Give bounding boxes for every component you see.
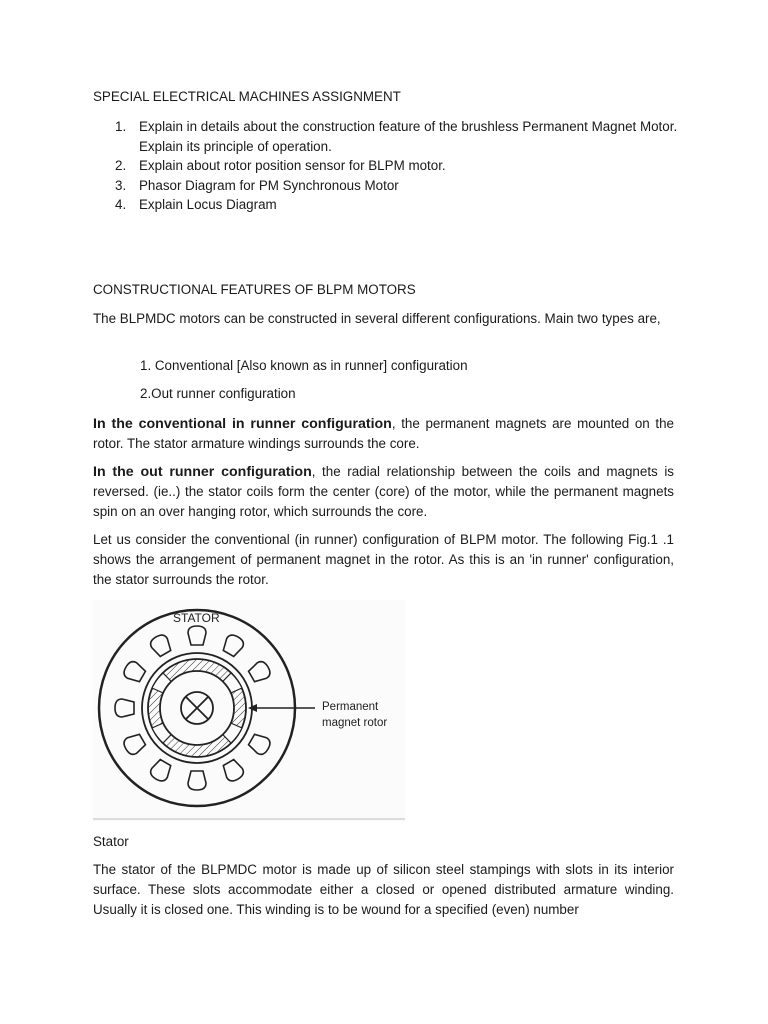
question-number: 1. [115,119,127,134]
config-item-outrunner: 2.Out runner configuration [140,386,296,401]
inrunner-text: , the permanent magnets are mounted on the rotor. The stator armature windings surrounds the core. [93,416,674,451]
question-list [115,117,685,215]
pm-figure-label-line2: magnet rotor [322,717,388,729]
question-item [115,176,685,196]
question-item [115,195,685,215]
stator-figure-label: STATOR [173,611,220,625]
consider-paragraph: Let us consider the conventional (in runner) configuration of BLPM motor. The following Fig.1 .1 shows the arrangement of permanent magnet in the rotor. As this is an 'in runner' configuration, the stator surrounds the rotor. [93,532,674,587]
config-item-inrunner: 1. Conventional [Also known as in runner] configuration [140,358,468,373]
question-text: Phasor Diagram for PM Synchronous Motor [139,177,399,193]
question-item [115,156,685,176]
question-item [115,117,685,156]
motor-cross-section-diagram [93,600,405,822]
inrunner-paragraph [93,414,674,454]
pm-figure-label-line1: Permanent [322,701,379,713]
question-number: 2. [115,158,127,173]
outrunner-heading: In the out runner configuration [93,464,312,480]
question-text: Explain Locus Diagram [139,197,277,212]
assignment-title: SPECIAL ELECTRICAL MACHINES ASSIGNMENT [93,89,401,104]
question-number: 3. [115,177,127,193]
outrunner-text: , the radial relationship between the coils and magnets is reversed. (ie..) the stator coils form the center (core) of the motor, while the permanent magnets spin on an over hanging rotor, which surrounds the core. [93,464,675,519]
outrunner-paragraph [93,462,674,522]
stator-heading: Stator [93,834,129,849]
blpm-motor-figure [93,600,405,822]
question-text: Explain in details about the construction feature of the brushless Permanent Magnet Motor. Explain its principle of operation. [139,119,678,154]
stator-paragraph: The stator of the BLPMDC motor is made up of silicon steel stampings with slots in its interior surface. These slots accommodate either a closed or opened distributed armature winding. Usually it is closed one. This winding is to be wound for a specified (even) number [93,862,674,917]
section-heading: CONSTRUCTIONAL FEATURES OF BLPM MOTORS [93,282,416,297]
question-text: Explain about rotor position sensor for BLPM motor. [139,158,446,173]
intro-paragraph: The BLPMDC motors can be constructed in several different configurations. Main two types are, [93,311,661,326]
question-number: 4. [115,197,127,212]
inrunner-heading: In the conventional in runner configuration [93,416,392,432]
